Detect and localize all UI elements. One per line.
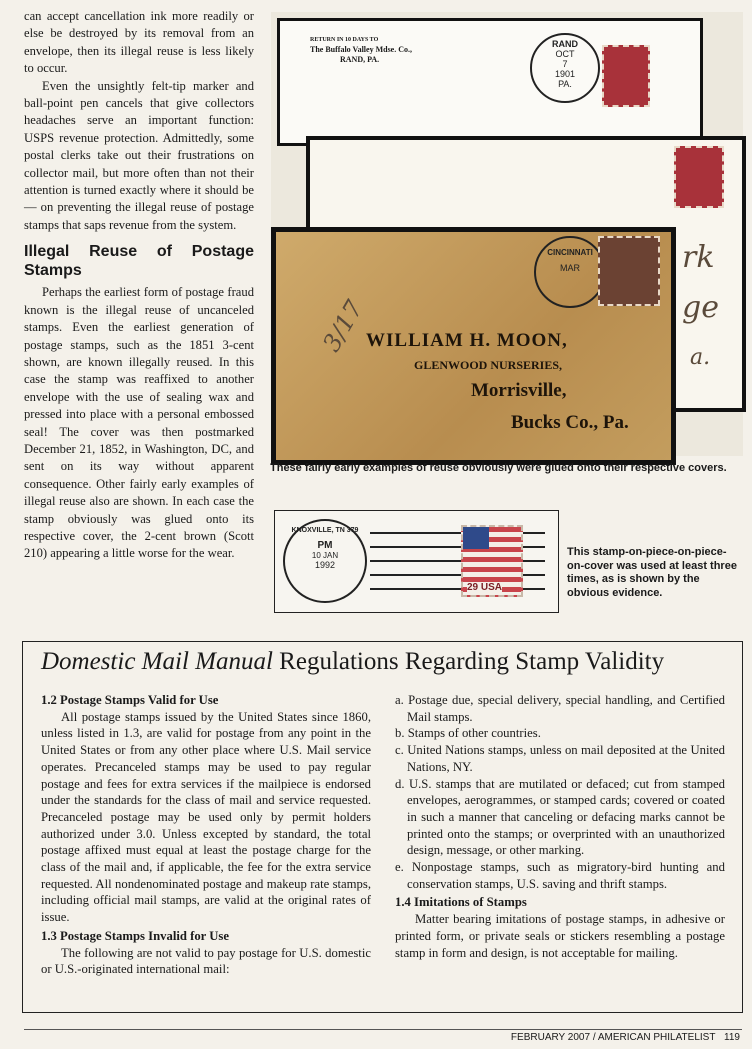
- section-heading: Illegal Reuse of Postage Stamps: [24, 243, 254, 280]
- postmark-rand: [530, 33, 600, 103]
- address-line: GLENWOOD NURSERIES,: [414, 358, 563, 372]
- list-item: a. Postage due, special delivery, special handling, and Certified Mail stamps.: [395, 693, 725, 724]
- return-address: [310, 35, 412, 65]
- page-number: 119: [724, 1032, 740, 1043]
- list-item: b. Stamps of other countries.: [395, 726, 541, 741]
- handwritten-address: a.: [690, 345, 711, 370]
- postmark-text: OCT: [555, 49, 575, 59]
- postmark-text: MAR: [560, 263, 580, 273]
- covers-photo: [271, 12, 743, 456]
- postmark-text: 7: [562, 59, 568, 69]
- section-heading: 1.3 Postage Stamps Invalid for Use: [41, 928, 229, 943]
- postmark-text: PM: [317, 540, 333, 551]
- address-line: Morrisville,: [471, 380, 567, 401]
- article-paragraph: can accept cancellation ink more readily or else be destroyed by its removal from an envelope, then its illegal reuse is less likely to occur.: [24, 9, 254, 76]
- stamp-value: 29 USA: [467, 582, 503, 593]
- postmark-cincinnati: [534, 236, 606, 308]
- section-heading: 1.2 Postage Stamps Valid for Use: [41, 693, 219, 707]
- postmark-text: 1992: [314, 560, 336, 570]
- footer-text: FEBRUARY 2007 / AMERICAN PHILATELIST: [510, 1032, 716, 1043]
- stamp-2-cent-brown: [598, 236, 660, 306]
- postmark-text: 10 JAN: [311, 551, 339, 560]
- postmark-text: KNOXVILLE, TN 379: [291, 527, 359, 534]
- postmark-text: RAND: [552, 39, 578, 49]
- handwritten-note: 3/17: [317, 295, 369, 357]
- section-heading: 1.4 Imitations of Stamps: [395, 895, 527, 910]
- handwritten-address: rk: [682, 240, 715, 275]
- flag-canton: [463, 527, 489, 549]
- postmark-text: PA.: [558, 79, 572, 89]
- envelope-buffalo-valley: [277, 18, 703, 146]
- regulation-text: All postage stamps issued by the United States since 1860, unless listed in 1.3, are valid for postage from any point in the United States or from any other place where U.S. Mail service operates. Precanceled stamps may be used to pay regular postage and fees for extra services if the mailpiece is endorsed under the standards for the class of mail and service requested. Precanceled postage may be used only by permit holders authorized under 3.0. Unless excepted by standard, the total postage affixed must equal at least the postage charge for the class of the mail and, if applicable, the fee for the extra service requested. All nondenominated postage and makeup rate stamps, including official mail stamps, are valid at the original rates of issue.: [41, 709, 371, 925]
- list-item: d. U.S. stamps that are mutilated or defaced; cut from stamped envelopes, aerogrammes, or stamped cards; covered or coated in such a manner that canceling or defacing marks cannot be printed onto the stamps; or overprinted with an unauthorized design, message, or other marking.: [395, 776, 725, 858]
- photo-caption: These fairly early examples of reuse obviously were glued onto their respective covers.: [270, 462, 727, 474]
- footer-rule: [24, 1029, 742, 1030]
- box-right-column: [395, 692, 725, 961]
- list-item: e. Nonpostage stamps, such as migratory-bird hunting and conservation stamps, U.S. saving and thrift stamps.: [395, 860, 725, 891]
- page-footer: [511, 1032, 740, 1043]
- regulation-text: Matter bearing imitations of postage stamps, in adhesive or printed form, or private seals or stickers resembling a postage stamp in form and design, is not acceptable for mailing.: [395, 912, 725, 960]
- piece-caption: This stamp-on-piece-on-piece-on-cover was used at least three times, as is shown by the obvious evidence.: [567, 546, 737, 599]
- address-line: Bucks Co., Pa.: [511, 412, 629, 433]
- regulations-box: [22, 641, 743, 1013]
- regulation-text: The following are not valid to pay postage for U.S. domestic or U.S.-originated international mail:: [41, 945, 371, 977]
- article-left-column: [24, 8, 254, 563]
- postmark-knoxville: [283, 519, 367, 603]
- article-paragraph: Even the unsightly felt-tip marker and ball-point pen cancels that give collectors headaches serve an important function: USPS revenue protection. Admittedly, some postal clerks take out their frustrations on collector mail, but more often than not their attention is turned exactly where it should be — on preventing the illegal reuse of postage stamps that saps revenue from the system.: [24, 78, 254, 232]
- stamp-2-cent-red: [602, 45, 650, 107]
- postmark-text: CINCINNATI: [547, 248, 593, 257]
- return-line: RAND, PA.: [340, 55, 380, 64]
- flag-stamp: [461, 525, 523, 597]
- box-title-rest: Regulations Regarding Stamp Validity: [272, 648, 665, 675]
- box-left-column: [41, 692, 371, 978]
- article-paragraph: Perhaps the earliest form of postage fraud known is the illegal reuse of uncanceled stamps. Even the earliest generation of postage stamps, such as the 1851 3-cent shown, are known illegally reused. In this case the stamp was reaffixed to another envelope with the use of sealing wax and pressed into place with a personal embossed seal! The cover was then postmarked December 21, 1852, in Washington, DC, and sent on its way without apparent consequence. Other fairly early examples of illegal reuse also are shown. In each case the stamp obviously was glued onto its respective cover, the 2-cent brown (Scott 210) appearing a little worse for the wear.: [24, 285, 254, 561]
- box-title: [41, 648, 664, 676]
- addressee-name: WILLIAM H. MOON,: [366, 330, 568, 351]
- handwritten-address: ge: [682, 290, 719, 325]
- return-line: The Buffalo Valley Mdse. Co.,: [310, 45, 413, 54]
- return-line: RETURN IN 10 DAYS TO: [310, 37, 379, 43]
- envelope-william-moon: [271, 227, 676, 465]
- stamp-on-piece-photo: [274, 510, 559, 613]
- postmark-text: 1901: [554, 69, 576, 79]
- stamp-2-cent-red: [674, 146, 724, 208]
- box-title-italic: Domestic Mail Manual: [41, 648, 273, 675]
- list-item: c. United Nations stamps, unless on mail deposited at the United Nations, NY.: [395, 743, 725, 774]
